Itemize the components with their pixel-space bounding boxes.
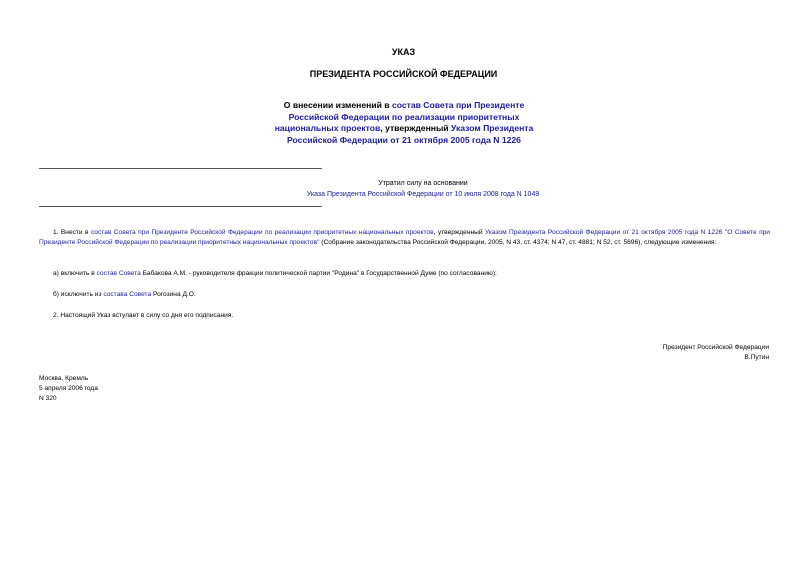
- document-subject: [260, 100, 548, 146]
- subject-council-link[interactable]: состав Совета при Президенте Российской Федерации по реализации приоритетных национальных проектов: [274, 100, 525, 133]
- decree-1226-link[interactable]: Указом Президента Российской Федерации от 21 октября 2005 года N 1226: [484, 229, 723, 236]
- paragraph-1-text: , утвержденный: [433, 229, 485, 236]
- paragraph-1-text: 1. Внести в: [53, 229, 91, 236]
- signature-position: Президент Российской Федерации: [662, 344, 769, 351]
- council-link-b[interactable]: состава Совета: [103, 291, 152, 298]
- bottom-divider: [39, 206, 322, 207]
- document-subtitle: ПРЕЗИДЕНТА РОССИЙСКОЙ ФЕДЕРАЦИИ: [309, 69, 498, 79]
- top-divider: [39, 168, 322, 169]
- paragraph-1-text: (Собрание законодательства Российской Федерации, 2005, N 43, ст. 4374; N 47, ст. 4881; N 52, ст. 5696), следующие изменения:: [319, 239, 717, 246]
- subject-prefix: О внесении изменений в: [283, 100, 392, 110]
- subject-middle: , утвержденный: [380, 123, 451, 133]
- council-link-a[interactable]: состав Совета: [96, 270, 141, 277]
- lost-force-decree-link[interactable]: Указа Президента Российской Федерации от 10 июля 2008 года N 1049: [306, 191, 540, 198]
- paragraph-a: [39, 269, 770, 279]
- signing-date: 5 апреля 2006 года: [39, 385, 98, 392]
- signature-name: В.Путин: [744, 354, 769, 361]
- paragraph-b-text: б) исключить из: [53, 291, 104, 298]
- document-title: УКАЗ: [391, 47, 416, 57]
- paragraph-1: [39, 228, 770, 248]
- paragraph-b: [39, 290, 770, 300]
- lost-force-note: Утратил силу на основании: [378, 180, 468, 187]
- paragraph-2: 2. Настоящий Указ вступает в силу со дня его подписания.: [53, 312, 234, 319]
- paragraph-a-text: Бабакова А.М. - руководителя фракции политической партии "Родина" в Государственной Думе (по согласованию);: [140, 270, 497, 277]
- council-decree-title-link[interactable]: "О Совете при Президенте Российской Федерации по реализации приоритетных национальных проектов": [39, 229, 770, 246]
- council-composition-link[interactable]: состав Совета при Президенте Российской Федерации по реализации приоритетных национальных проектов: [90, 229, 434, 236]
- subject-decree-link[interactable]: Указом Президента Российской Федерации от 21 октября 2005 года N 1226: [287, 123, 534, 145]
- paragraph-a-text: а) включить в: [53, 270, 97, 277]
- paragraph-b-text: Рогозина Д.О.: [151, 291, 196, 298]
- signing-place: Москва, Кремль: [39, 375, 89, 382]
- decree-number: N 320: [39, 395, 57, 402]
